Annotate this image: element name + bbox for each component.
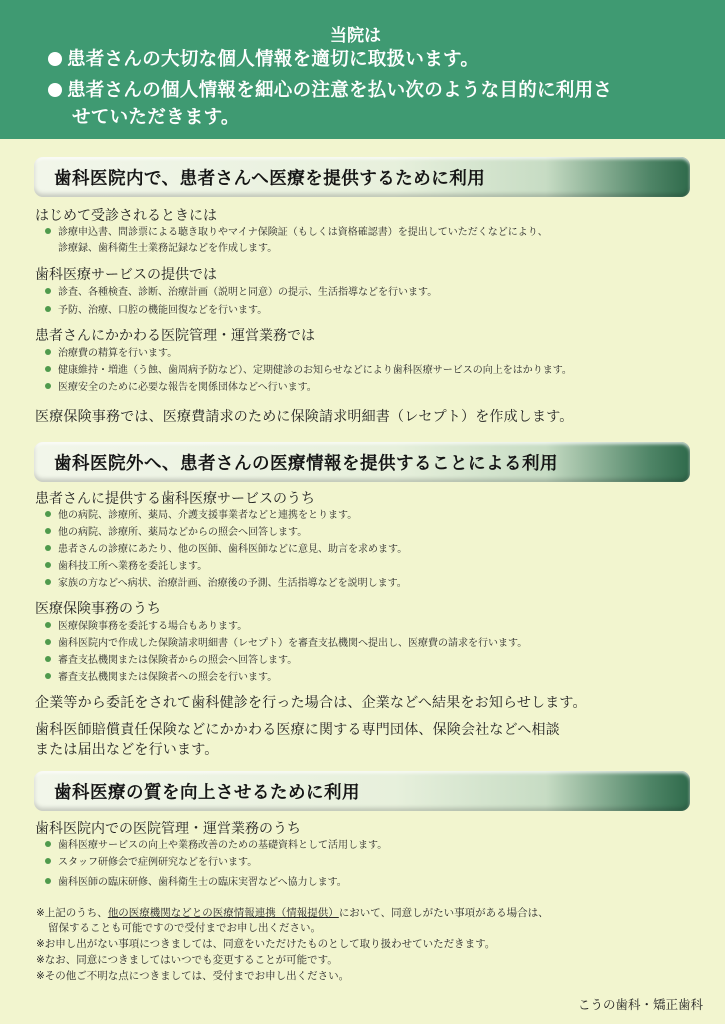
bullet-icon <box>45 639 51 645</box>
list-item-continuation: 診療録、歯科衛生士業務記録などを作成します。 <box>58 243 278 254</box>
list-item: 治療費の精算を行います。 <box>45 346 177 362</box>
list-item: 患者さんの診療にあたり、他の医師、歯科医師などに意見、助言を求めます。 <box>45 542 407 558</box>
list-item: 医療安全のために必要な報告を関係団体などへ行います。 <box>45 380 317 396</box>
note-4: ※その他ご不明な点につきましては、受付までお申し出ください。 <box>36 970 350 982</box>
bullet-icon <box>45 841 51 847</box>
list-item: 診療申込書、問診票による聴き取りやマイナ保険証（もしくは資格確認書）を提出していただくなどにより、 診療録、歯科衛生士業務記録などを作成します。 <box>45 225 548 241</box>
bullet-icon <box>48 83 62 97</box>
bullet-icon <box>45 366 51 372</box>
section-2-heading-band <box>34 442 690 482</box>
section-1-statement: 医療保険事務では、医療費請求のために保険請求明細書（レセプト）を作成します。 <box>35 409 574 425</box>
bullet-icon <box>45 511 51 517</box>
section-2-sub-1: 患者さんに提供する歯科医療サービスのうち <box>35 491 315 507</box>
section-2-title: 歯科医院外へ、患者さんの医療情報を提供することによる利用 <box>54 454 558 474</box>
header-line-1: 患者さんの大切な個人情報を適切に取扱います。 <box>48 45 479 71</box>
bullet-icon <box>45 228 51 234</box>
bullet-icon <box>45 306 51 312</box>
section-2-statement-1: 企業等から委託をされて歯科健診を行った場合は、企業などへ結果をお知らせします。 <box>35 695 587 711</box>
list-item: 歯科医師の臨床研修、歯科衛生士の臨床実習などへ協力します。 <box>45 875 347 891</box>
section-1-title: 歯科医院内で、患者さんへ医療を提供するために利用 <box>54 169 486 189</box>
note-underlined-text: 他の医療機関などとの医療情報連携（情報提供） <box>107 907 339 919</box>
bullet-icon <box>45 383 51 389</box>
list-item: 歯科技工所へ業務を委託します。 <box>45 559 207 575</box>
list-item: 家族の方などへ病状、治療計画、治療後の予測、生活指導などを説明します。 <box>45 576 407 592</box>
section-2-statement-2-cont: または届出などを行います。 <box>35 742 219 758</box>
header-line-2: 患者さんの個人情報を細心の注意を払い次のような目的に利用さ <box>48 76 612 102</box>
list-item: 他の病院、診療所、薬局、介護支援事業者などと連携をとります。 <box>45 508 357 524</box>
note-1: ※上記のうち、他の医療機関などとの医療情報連携（情報提供）において、同意しがたい事項がある場合は、 <box>36 907 549 919</box>
list-item: 審査支払機関または保険者への照会を行います。 <box>45 670 277 686</box>
header-line-3: せていただきます。 <box>72 107 240 128</box>
section-1-heading-band <box>34 157 690 197</box>
section-2-sub-2: 医療保険事務のうち <box>35 601 161 617</box>
list-item: スタッフ研修会で症例研究などを行います。 <box>45 855 257 871</box>
note-1-continuation: 留保することも可能ですので受付までお申し出ください。 <box>48 922 321 934</box>
note-2: ※お申し出がない事項につきましては、同意をいただけたものとして取り扱わせていただきます。 <box>36 938 496 950</box>
bullet-icon <box>45 579 51 585</box>
section-3-sub-1: 歯科医院内での医院管理・運営業務のうち <box>35 821 301 837</box>
list-item: 他の病院、診療所、薬局などからの照会へ回答します。 <box>45 525 307 541</box>
list-item: 歯科医療サービスの向上や業務改善のための基礎資料として活用します。 <box>45 838 387 854</box>
bullet-icon <box>45 288 51 294</box>
clinic-name: こうの歯科・矯正歯科 <box>577 997 703 1012</box>
list-item: 審査支払機関または保険者からの照会へ回答します。 <box>45 653 297 669</box>
bullet-icon <box>45 349 51 355</box>
bullet-icon <box>45 562 51 568</box>
bullet-icon <box>45 673 51 679</box>
section-1-sub-2: 歯科医療サービスの提供では <box>35 267 217 283</box>
bullet-icon <box>45 622 51 628</box>
list-item: 医療保険事務を委託する場合もあります。 <box>45 619 247 635</box>
note-3: ※なお、同意につきましてはいつでも変更することが可能です。 <box>36 954 338 966</box>
bullet-icon <box>45 528 51 534</box>
list-item: 診査、各種検査、診断、治療計画（説明と同意）の提示、生活指導などを行います。 <box>45 285 437 301</box>
section-2-statement-2: 歯科医師賠償責任保険などにかかわる医療に関する専門団体、保険会社などへ相談 <box>35 722 560 738</box>
section-1-sub-1: はじめて受診されるときには <box>35 208 217 224</box>
list-item: 健康維持・増進（う蝕、歯周病予防など）、定期健診のお知らせなどにより歯科医療サービスの向上をはかります。 <box>45 363 572 379</box>
list-item: 予防、治療、口腔の機能回復などを行います。 <box>45 303 267 319</box>
section-1-sub-3: 患者さんにかかわる医院管理・運営業務では <box>35 328 315 344</box>
section-3-title: 歯科医療の質を向上させるために利用 <box>54 783 360 803</box>
bullet-icon <box>45 656 51 662</box>
intro-text: 当院は <box>330 26 381 46</box>
list-item: 歯科医院内で作成した保険請求明細書（レセプト）を審査支払機関へ提出し、医療費の請求を行います。 <box>45 636 527 652</box>
bullet-icon <box>45 858 51 864</box>
bullet-icon <box>45 878 51 884</box>
section-3-heading-band <box>34 771 690 811</box>
bullet-icon <box>48 52 62 66</box>
header-banner <box>0 0 725 139</box>
bullet-icon <box>45 545 51 551</box>
